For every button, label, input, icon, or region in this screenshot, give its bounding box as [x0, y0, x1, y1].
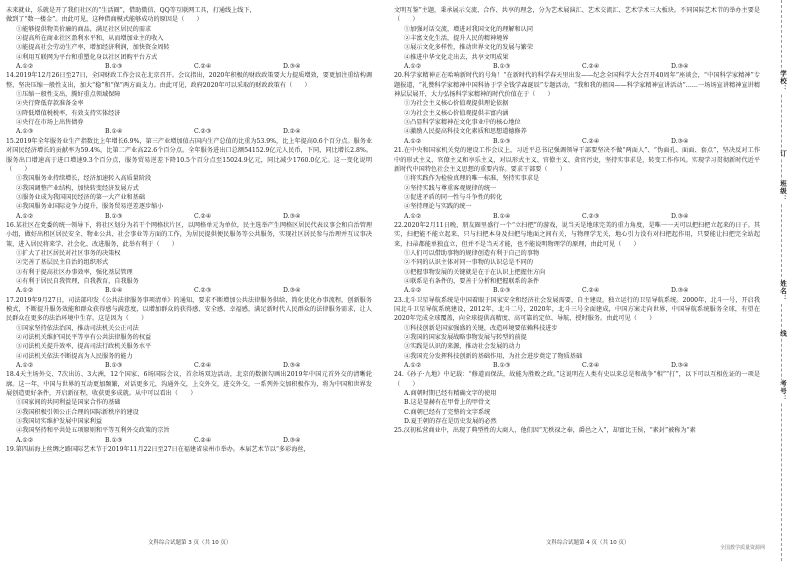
q16-option: ①扩大了社区居民对社区事务的决策权: [16, 249, 121, 257]
q20-answers: A.①② B.①③ C.②④ D.③④: [404, 137, 689, 145]
q19-answers: A.①② B.①③ C.②④ D.③④: [404, 63, 689, 71]
q13-option: ④利用互联网为平台和重塑化身以社区团购平台方式: [16, 53, 158, 61]
watermark: 全国教学质量资源网: [720, 545, 766, 551]
q18-stem: 18.4天主场外交、7次出访、3大洲，12个国家、6场国际会议，首余场双边活动，北京的数据勾画出2019年中国元首外交的清晰轮廓。这一年，中国与世界的互动更加频繁，对话更多元，沟通外交，上交外交，进交外交，一系列外交加积极作为，将为中国和世界发展创造更好条件，开启新征程，收获更多成就。从中可以看出（ ）: [6, 371, 372, 398]
class-label: 班级：: [774, 180, 788, 203]
q13-option: ①能够提供物美价廉的商品，满足社区居民的需求: [16, 25, 152, 33]
xian-mark: 线: [774, 330, 788, 338]
q23-stem: 23.北斗卫星导航系统是中国着眼于国家安全和经济社会发展需要，自主建设，独立运行的卫星导航系统。2000年，北斗一号，开启我国北斗卫星导航系统建设，2012年，北斗二号，2020年，北斗三号全面建成，中国方案走向世界，中国导航系统服务全球，有望在2020年完成全球覆盖，向全球提供高精度、高可靠的定位、导航、授时服务。由此可见（ ）: [394, 296, 760, 323]
q20-option: ③凸显科学家精神在文化事业中的核心地位: [404, 119, 521, 127]
q18-option: ②我国积极引领公正合理的国际新秩序的建设: [16, 408, 139, 416]
q22-option: ①人们可以借助事物的规律创造有利于自己的事物: [404, 249, 540, 257]
q13-option: ②提高所在商业社区盈利水平和，从而增加业主的收入: [16, 35, 164, 43]
q20-option: ②为社会主义核心价值观提供丰富内涵: [404, 109, 509, 117]
q17-option: ④司法机关依法不断提高为人民服务的能力: [16, 352, 133, 360]
q17-answers: A.①② B.①③ C.②④ D.③④: [16, 362, 301, 370]
q21-option: ④坚持理论与实践的统一: [404, 203, 472, 211]
q24-stem: 24.《孙子·九地》中记载：“修道而保法，故能为胜败之政。”这说明在人类有史以来总是和战争“相”“打”，以下可以互相佐证的一项是（ ）: [394, 371, 760, 388]
q24-option: C.商朝已经有了完整的文字系统: [404, 408, 491, 416]
q13-stem: 做到了“数一楼金”。由此可见，这种借商模式能够成功的原因是（ ）: [6, 16, 203, 24]
q16-option: ②完善了基层民主自治的组织形式: [16, 259, 109, 267]
page-footer-right: 文科综合试题第 4 页（共 10 页）: [546, 540, 630, 546]
q19-stem: 19.第四届海上丝绸之路国际艺术节于2019年11月22日至27日在福建省泉州市举办。本届艺术节以“多彩海丝，: [6, 446, 310, 454]
q20-option: ①为社会主义核心价值观提供理论依据: [404, 100, 509, 108]
q24-option: D.夏王朝的存在是历史发展的必然: [404, 418, 497, 426]
q16-option: ④有利于居民自我管理，自我教育，自我服务: [16, 277, 139, 285]
q21-answers: A.①② B.①④ C.②③ D.③④: [404, 212, 689, 220]
page-footer-left: 文科综合试题第 3 页（共 10 页）: [148, 540, 232, 546]
left-column: [6, 6, 372, 455]
q20-option: ④激励人民提高科技文化素质和思想道德修养: [404, 128, 527, 136]
q18-answers: A.①② B.①③ C.②④ D.③④: [16, 436, 301, 444]
q14-option: ④央行在市场上出售债券: [16, 119, 84, 127]
q23-option: ①科技创新是国家强盛的关键，改造环境要依赖科技进步: [404, 324, 558, 332]
q25-stem: 25.汉初私营商业中，出现了典型性的大商人，他们因“无秩禄之奉，爵邑之入”，却富比王侯，“素封”被称为“素: [394, 427, 696, 435]
q16-answers: A.①② B.①④ C.②③ D.③④: [16, 287, 301, 295]
exam-no-label: 考号：: [774, 380, 788, 403]
q15-option: ③服务业成为我国国民经济的第一大产业和基础: [16, 193, 145, 201]
q14-stem: 14.2019年12月26日至27日，全国财政工作会议在北京召开。会议指出，2020年积极的财政政策要大力提质增效，要更加注重结构调整，坚决压缩一般性支出，加大“稳”和“保”两方面支力。由此可见，政府2020年可以采取的财政政策有（ ）: [6, 72, 372, 89]
q14-option: ③降低增值税税率，有效支持实体经济: [16, 109, 121, 117]
q14-option: ①压缩一般性支出，腾好重点领域保障: [16, 91, 121, 99]
binding-margin: [770, 0, 794, 561]
q16-option: ③有利于提高社区办事效率，强化基层管理: [16, 268, 133, 276]
q15-option: ①我国服务业持续增长，经济加速转入高质量阶段: [16, 175, 152, 183]
q13-answers: A.①② B.①③ C.②④ D.③④: [16, 63, 301, 71]
q19-option: ②丰富文化生活，提升人民的精神境界: [404, 35, 509, 43]
q22-answers: A.①② B.①③ C.②④ D.③④: [404, 287, 689, 295]
q17-stem: 17.2019年9月27日，司法部印发《公共法律服务事项清单》的通知，要求不断增加公共法律服务供给，简化优化办事流程，创新服务模式，不断提升服务效能和群众获得感与满意度，以增加群众的获得感、安全感、幸福感，满足新时代人民群众的法律服务需求，让人民群众在更多的法治环境中生存。这是因为（ ）: [6, 296, 372, 323]
q22-option: ③把握事物发展的关键就是在于在认识上把握住方向: [404, 268, 546, 276]
q15-stem: 15.2019年全年服务业生产指数比上年增长6.9%，第三产业增加值占国内生产总值的比重为53.9%，比上年提高0.6个百分点。服务业对国民经济增长的贡献率为59.4%，比第二产业高22.6个百分点。全年服务进出口总额54152.9亿元人民币，下同，同比增长2.8%。服务出口增速高于进口增速9.3个百分点，服务贸易逆差下降10.5个百分点至15024.9亿元，同比减少1760.0亿元。这一变化说明（ ）: [6, 137, 372, 173]
q18-option: ④我国坚持和平共处五项原则和平等互利外交政策的宗旨: [16, 427, 170, 435]
q14-answers: A.①③ B.①④ C.②③ D.②④: [16, 128, 301, 136]
q22-stem: 22.2020年2月11日晚，朋友圈里盛行一个“立扫把”的游戏，说当天是地球完美的重力角度，是唯一一天可以把扫把立起来的日子。其实，扫把能不能立起来，只与扫把本身及扫把与地面之间有关，与物理学无关，地心引力没有对扫把起作用，只要能让扫把完全站起来，扫帚都能单独直立，但并不是当天才能，也不能说明物理学的原理，由此可见（ ）: [394, 221, 760, 248]
q16-stem: 16.某社区在党委的统一领导下，将社区划分为若干个网格状片区，以网格单元为单位，民主选举产生网格区居民代表议事会和自治管理小组，做好出租区居民安全、物业公共、社会事业等方面的工作，为居民提供便民服务等公共服务，实现社区居民参与治理并互议事决策，进入居民将来学、社会化、改进服务，此举有利于（ ）: [6, 221, 372, 248]
q24-option: A.商朝时期已经有精确文字的使用: [404, 390, 497, 398]
right-column: [394, 6, 760, 436]
q13-option: ③能提高社会劳动生产率，增加经济利润，加快资金周转: [16, 44, 170, 52]
q19-option: ④推进中华文化走出去，共享文明成果: [404, 53, 509, 61]
name-label: 姓名：: [774, 280, 788, 303]
q15-option: ④我国服务业国际竞争力提升，服务贸易逆差逐步缩小: [16, 203, 164, 211]
q21-stem: 21.在中央和国家机关党的建设工作会议上，习近平总书记强调领导干部要坚决不做“两面人”、“伪面孔、面面、套点”，坚决反对工作中的形式主义、官僚主义和享乐主义，对以形式主义、官僚主义、贪官污吏，坚持实事求是，转变工作作风。实现学习贯彻新时代近平新时代中国特色社会主义思想的重要内容。要求干部要（ ）: [394, 147, 760, 173]
q15-option: ②我国调整产业结构，加快转变经济发展方式: [16, 184, 139, 192]
q21-option: ②坚持实践与尊重客观规律的统一: [404, 184, 497, 192]
q14-option: ②央行降低存款准备金率: [16, 100, 84, 108]
q19-option: ③展示文化多样性，推动世界文化的发展与繁荣: [404, 44, 533, 52]
q18-option: ③我国切实维护发展中国家利益: [16, 418, 102, 426]
q23-option: ③实践是认识的来源，推动社会发展的动力: [404, 343, 521, 351]
q21-option: ③促进矛盾的同一性与斗争性的转化: [404, 193, 503, 201]
q17-option: ②司法机关维护国民平等享有公共法律服务的权益: [16, 334, 152, 342]
q15-answers: A.①② B.①③ C.②④ D.③④: [16, 212, 301, 220]
q23-option: ④我国充分发挥科技创新的基础作用，为社会进步奠定了物质基础: [404, 352, 583, 360]
q24-option: B.这是显赫有在甲骨上的甲骨文: [404, 399, 491, 407]
q22-option: ④联系是有条件的，要善于分析和把握联系的条件: [404, 277, 540, 285]
q13-text: 未来就业，乐就是开了我们社区的“生活圈”，借助微信、QQ等互联网工具，打通线上线下，: [6, 7, 256, 14]
q19-continued: 文明互鉴”主题，秉承展示交流、合作、共享的理念，分为艺术展演汇、艺术交流汇、艺术学术三大板块。不同国际艺术节的举办主要是（ ）: [394, 7, 760, 24]
q21-option: ①将实践作为检验真理的唯一标准，坚持实事求是: [404, 175, 540, 183]
q18-option: ①国家间的共同利益是国家合作的基础: [16, 399, 121, 407]
q23-answers: A.①② B.①③ C.②④ D.③④: [404, 362, 689, 370]
q23-option: ②我国的国家发展战略事物发展与转型的前提: [404, 334, 527, 342]
ding-mark: 订: [774, 150, 788, 158]
q17-option: ③司法机关提升效率，提高司法行政机关服务水平: [16, 343, 152, 351]
q22-option: ②不同的认识主体对同一事物的认识总是不同的: [404, 259, 533, 267]
q17-option: ①国家坚持依法治国，推动司法机关公正司法: [16, 324, 139, 332]
school-label: 学校：: [774, 70, 788, 93]
q20-stem: 20.科学家精神正在哈响新时代的号角！“在新时代的科学春天里出发——纪念全国科学大会召开40周年”座谈会，“中国科学家精神”专题报道，“礼赞科学家精神中国科协于学全钱学森诞辰”专题活动，“我和我的祖国——科学家精神宣讲活动”……一场场宣讲精神宣讲精神层层展开，大力弘扬科学家精神的时代价值在于（ ）: [394, 72, 760, 99]
q19-option: ①加强对话交流，增进对我国文化的理解和认同: [404, 25, 533, 33]
